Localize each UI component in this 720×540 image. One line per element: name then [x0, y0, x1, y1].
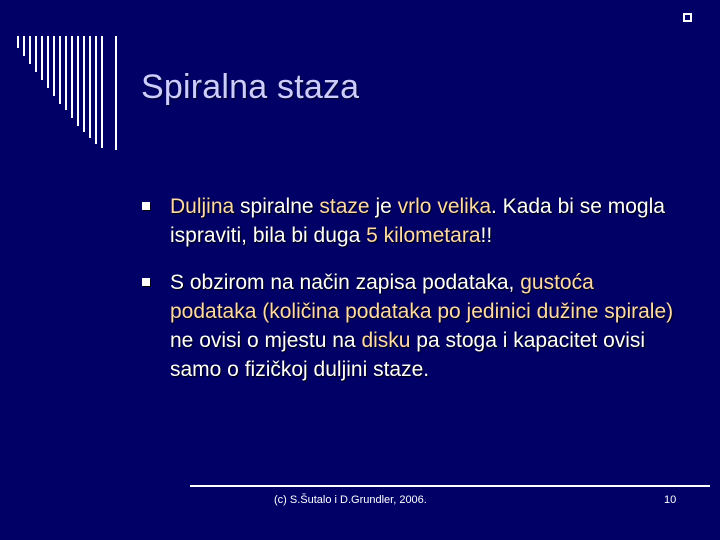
decorative-square-icon [683, 13, 692, 22]
bullet-text: !! [480, 224, 493, 247]
highlighted-text: Duljina [170, 195, 235, 218]
highlighted-text: vrlo velika [397, 195, 492, 218]
footer-copyright: (c) S.Šutalo i D.Grundler, 2006. [274, 494, 427, 506]
bullet-text: ne ovisi o mjestu na [170, 329, 362, 352]
bullet-text: . Kada bi se mogla ispraviti, bila bi duga [170, 195, 665, 247]
bullet-text: spiralne [234, 195, 320, 218]
slide-title: Spiralna staza [141, 68, 360, 106]
highlighted-text: 5 kilometara [366, 224, 481, 247]
bullet-square-icon [142, 202, 150, 210]
bullet-text: pa stoga i kapacitet ovisi samo o fizičkoj duljini staze. [170, 329, 646, 381]
bullet-square-icon [142, 278, 150, 286]
highlighted-text: gustoća podataka (količina podataka po jedinici dužine spirale) [170, 271, 674, 323]
highlighted-text: staze [319, 195, 370, 218]
bullet-item [140, 268, 680, 384]
highlighted-text: disku [361, 329, 411, 352]
bullet-list [140, 192, 680, 402]
footer-divider [190, 485, 710, 487]
page-number: 10 [664, 494, 677, 506]
bullet-text: je [369, 195, 398, 218]
bullet-text: S obzirom na način zapisa podataka, [170, 271, 521, 294]
bullet-item [140, 192, 680, 250]
decorative-vertical-lines [0, 0, 720, 150]
